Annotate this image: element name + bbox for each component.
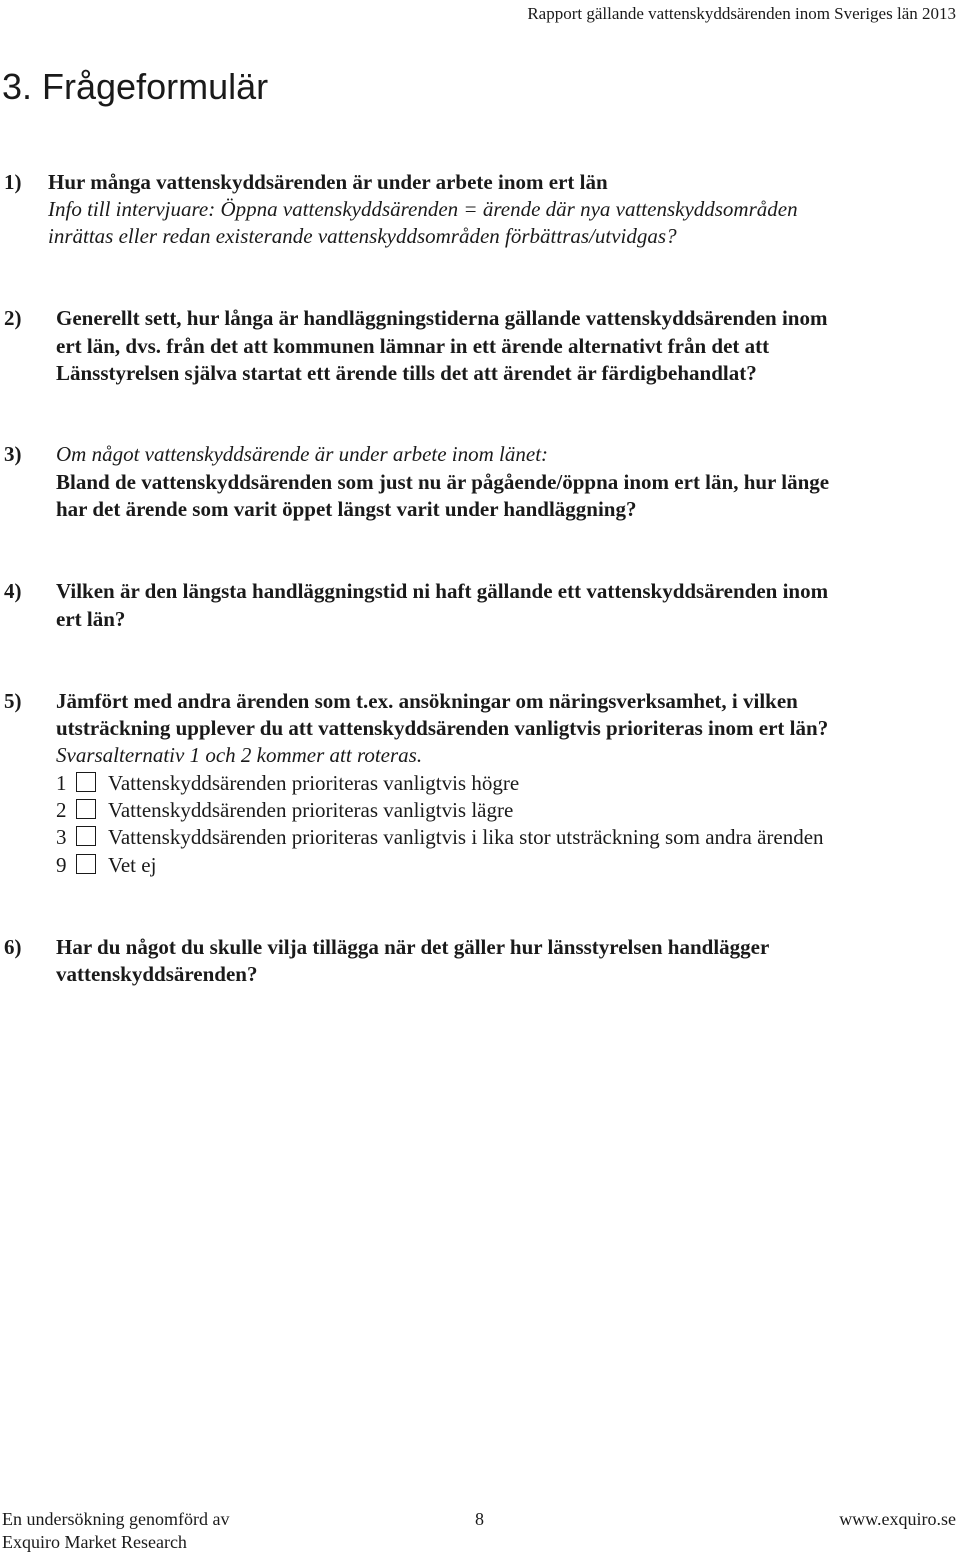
question-6-text-line1: Har du något du skulle vilja tillägga när det gäller hur länsstyrelsen handlägger [56,935,770,959]
option-1-code: 1 [56,771,67,795]
question-1-interviewer-note-line1: Info till intervjuare: Öppna vattenskyddsärenden = ärende där nya vattenskyddsområden [48,197,798,221]
question-2-number: 2) [4,306,22,330]
option-9-label: Vet ej [108,853,157,877]
question-4-text-line1: Vilken är den längsta handläggningstid ni haft gällande ett vattenskyddsärenden inom [56,579,829,603]
option-9-checkbox[interactable] [76,854,96,874]
question-5-number: 5) [4,689,22,713]
question-3-number: 3) [4,442,22,466]
question-5-text-line2: utsträckning upplever du att vattenskyddsärenden vanligtvis prioriteras inom ert län? [56,716,829,740]
question-3-text-line2: har det ärende som varit öppet längst varit under handläggning? [56,497,637,521]
page-number: 8 [475,1509,484,1529]
question-3-text-line1: Bland de vattenskyddsärenden som just nu är pågående/öppna inom ert län, hur länge [56,470,830,494]
option-1-checkbox[interactable] [76,772,96,792]
question-4-number: 4) [4,579,22,603]
option-2-checkbox[interactable] [76,799,96,819]
question-5-rotation-note: Svarsalternativ 1 och 2 kommer att roteras. [56,743,423,767]
question-1-interviewer-note-line2: inrättas eller redan existerande vattenskyddsområden förbättras/utvidgas? [48,224,677,248]
section-title: 3. Frågeformulär [2,66,269,107]
option-2-code: 2 [56,798,67,822]
option-1-label: Vattenskyddsärenden prioriteras vanligtvis högre [108,771,520,795]
question-5-text-line1: Jämfört med andra ärenden som t.ex. ansökningar om näringsverksamhet, i vilken [56,689,798,713]
option-9-code: 9 [56,853,67,877]
option-3-checkbox[interactable] [76,826,96,846]
option-3-label: Vattenskyddsärenden prioriteras vanligtvis i lika stor utsträckning som andra ärenden [108,825,824,849]
footer-website-link[interactable]: www.exquiro.se [839,1509,956,1529]
question-6-number: 6) [4,935,22,959]
question-6-text-line2: vattenskyddsärenden? [56,962,258,986]
question-2-text-line3: Länsstyrelsen själva startat ett ärende tills det att ärendet är färdigbehandlat? [56,361,757,385]
question-1-text: Hur många vattenskyddsärenden är under arbete inom ert län [48,170,608,194]
question-3-condition: Om något vattenskyddsärende är under arbete inom länet: [56,442,549,466]
question-4-text-line2: ert län? [56,607,126,631]
footer-credit-line2: Exquiro Market Research [2,1532,187,1552]
option-3-code: 3 [56,825,67,849]
running-header: Rapport gällande vattenskyddsärenden inom Sveriges län 2013 [527,4,956,23]
footer-credit-line1: En undersökning genomförd av [2,1509,230,1529]
question-2-text-line1: Generellt sett, hur långa är handläggningstiderna gällande vattenskyddsärenden inom [56,306,828,330]
question-2-text-line2: ert län, dvs. från det att kommunen lämnar in ett ärende alternativt från det att [56,334,770,358]
question-1-number: 1) [4,170,22,194]
option-2-label: Vattenskyddsärenden prioriteras vanligtvis lägre [108,798,514,822]
